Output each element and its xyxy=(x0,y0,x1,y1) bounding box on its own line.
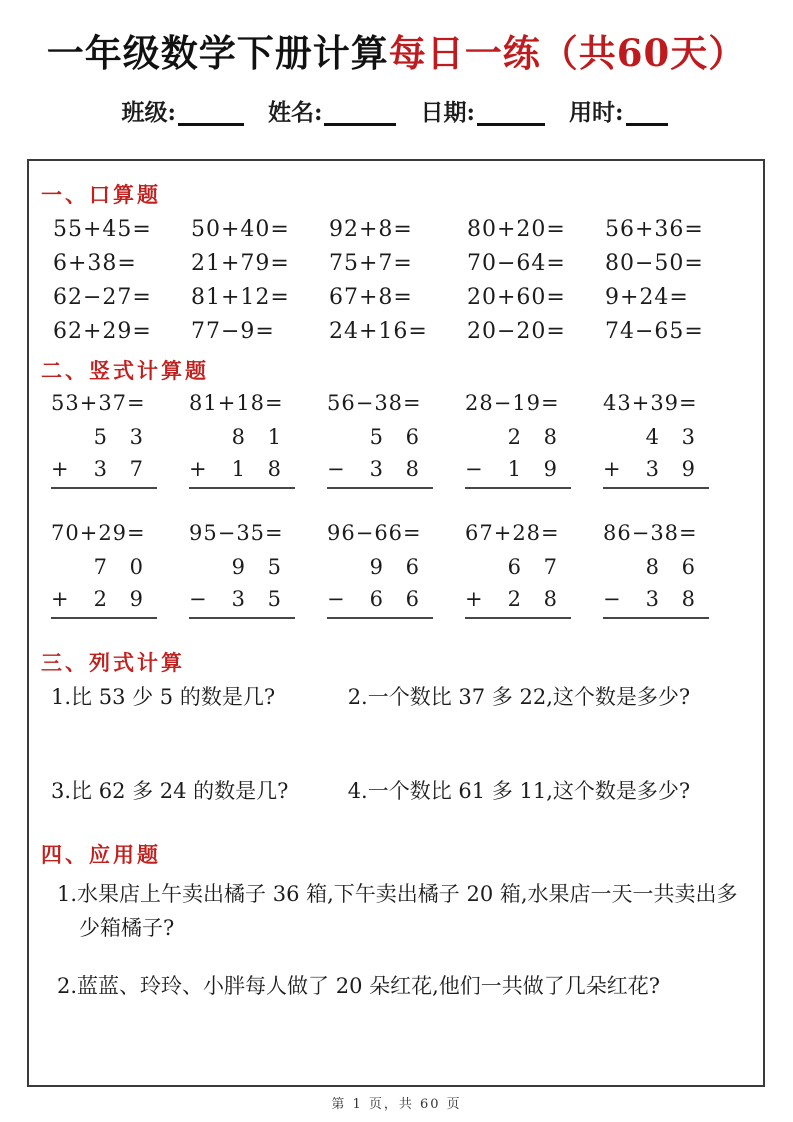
vertical-stack xyxy=(327,551,433,619)
field-name-blank xyxy=(324,100,396,126)
header-fields xyxy=(0,94,793,127)
vertical-equation: 28−19= xyxy=(465,391,560,415)
field-name-label: 姓名: xyxy=(267,99,323,126)
vertical-bottom-operand: 1 8 xyxy=(231,457,281,481)
word-problems-section-heading: 四、应用题 xyxy=(41,842,161,867)
vertical-equation: 43+39= xyxy=(603,391,698,415)
oral-problem: 62−27= xyxy=(53,285,152,310)
oral-problem: 74−65= xyxy=(605,319,704,344)
vertical-top-operand: 4 3 xyxy=(645,425,695,449)
vertical-top-operand: 5 6 xyxy=(369,425,419,449)
vertical-answer-line xyxy=(327,617,433,619)
vertical-stack xyxy=(603,551,709,619)
oral-problem: 21+79= xyxy=(191,251,290,276)
expression-problems-grid xyxy=(51,681,741,807)
vertical-stack xyxy=(465,551,571,619)
vertical-bottom-operand: 3 5 xyxy=(231,587,281,611)
vertical-operator: − xyxy=(603,587,621,611)
vertical-problem-block xyxy=(603,517,709,619)
expression-problem: 1.比 53 少 5 的数是几? xyxy=(51,685,276,709)
vertical-equation: 70+29= xyxy=(51,521,146,545)
vertical-problem-block xyxy=(465,517,571,619)
field-date xyxy=(421,99,550,126)
vertical-stack xyxy=(51,551,157,619)
vertical-bottom-row xyxy=(465,453,571,485)
vertical-top-operand: 8 1 xyxy=(231,425,281,449)
vertical-bottom-operand: 3 8 xyxy=(369,457,419,481)
vertical-equation: 86−38= xyxy=(603,521,698,545)
oral-problem: 92+8= xyxy=(329,217,413,242)
vertical-bottom-row xyxy=(327,583,433,615)
vertical-top-operand: 7 0 xyxy=(93,555,143,579)
vertical-bottom-row xyxy=(327,453,433,485)
vertical-problems-row xyxy=(51,387,741,489)
vertical-stack xyxy=(465,421,571,489)
vertical-top-operand: 9 5 xyxy=(231,555,281,579)
vertical-bottom-operand: 2 9 xyxy=(93,587,143,611)
vertical-stack xyxy=(327,421,433,489)
vertical-section-heading: 二、竖式计算题 xyxy=(41,358,209,383)
vertical-stack xyxy=(51,421,157,489)
oral-problem: 70−64= xyxy=(467,251,566,276)
oral-problem: 56+36= xyxy=(605,217,704,242)
vertical-bottom-operand: 2 8 xyxy=(507,587,557,611)
vertical-operator: + xyxy=(603,457,621,481)
vertical-bottom-row xyxy=(603,583,709,615)
vertical-problem-block xyxy=(189,387,295,489)
vertical-operator: − xyxy=(189,587,207,611)
page-footer: 第 1 页，共 60 页 xyxy=(331,1097,462,1112)
vertical-top-operand: 2 8 xyxy=(507,425,557,449)
vertical-stack xyxy=(603,421,709,489)
vertical-top-operand: 5 3 xyxy=(93,425,143,449)
word-problem: 1.水果店上午卖出橘子 36 箱,下午卖出橘子 20 箱,水果店一天一共卖出多少箱橘子? xyxy=(57,882,738,940)
vertical-operator: + xyxy=(189,457,207,481)
oral-problem: 80+20= xyxy=(467,217,566,242)
oral-problem: 24+16= xyxy=(329,319,428,344)
oral-problem: 20+60= xyxy=(467,285,566,310)
oral-problem: 75+7= xyxy=(329,251,413,276)
vertical-top-operand: 8 6 xyxy=(645,555,695,579)
vertical-operator: + xyxy=(51,457,69,481)
vertical-equation: 81+18= xyxy=(189,391,284,415)
oral-problem: 77−9= xyxy=(191,319,275,344)
vertical-bottom-operand: 1 9 xyxy=(507,457,557,481)
vertical-equation: 95−35= xyxy=(189,521,284,545)
vertical-operator: + xyxy=(51,587,69,611)
vertical-answer-line xyxy=(51,487,157,489)
vertical-problems-row xyxy=(51,517,741,619)
oral-problem: 20−20= xyxy=(467,319,566,344)
vertical-problem-block xyxy=(327,517,433,619)
vertical-bottom-row xyxy=(189,583,295,615)
field-time-used xyxy=(569,99,672,126)
vertical-answer-line xyxy=(189,487,295,489)
vertical-equation: 53+37= xyxy=(51,391,146,415)
vertical-problem-block xyxy=(603,387,709,489)
vertical-operator: − xyxy=(327,587,345,611)
vertical-problem-block xyxy=(51,517,157,619)
vertical-operator: − xyxy=(465,457,483,481)
vertical-equation: 56−38= xyxy=(327,391,422,415)
vertical-bottom-row xyxy=(603,453,709,485)
vertical-answer-line xyxy=(51,617,157,619)
vertical-answer-line xyxy=(189,617,295,619)
oral-problem: 80−50= xyxy=(605,251,704,276)
expression-problem: 3.比 62 多 24 的数是几? xyxy=(51,779,289,803)
vertical-problem-block xyxy=(327,387,433,489)
vertical-operator: + xyxy=(465,587,483,611)
vertical-problem-block xyxy=(51,387,157,489)
vertical-answer-line xyxy=(327,487,433,489)
field-time-used-blank xyxy=(626,100,668,126)
vertical-operator: − xyxy=(327,457,345,481)
vertical-bottom-operand: 3 9 xyxy=(645,457,695,481)
vertical-answer-line xyxy=(465,617,571,619)
oral-problem: 81+12= xyxy=(191,285,290,310)
vertical-bottom-operand: 6 6 xyxy=(369,587,419,611)
word-problem: 2.蓝蓝、玲玲、小胖每人做了 20 朵红花,他们一共做了几朵红花? xyxy=(57,974,661,998)
oral-section-heading: 一、口算题 xyxy=(41,182,161,207)
field-date-blank xyxy=(477,100,545,126)
expression-problem: 4.一个数比 61 多 11,这个数是多少? xyxy=(347,779,691,803)
vertical-problem-block xyxy=(465,387,571,489)
vertical-bottom-operand: 3 8 xyxy=(645,587,695,611)
vertical-stack xyxy=(189,421,295,489)
vertical-top-operand: 6 7 xyxy=(507,555,557,579)
worksheet-box xyxy=(27,159,765,1087)
field-class xyxy=(121,99,248,126)
field-class-label: 班级: xyxy=(121,99,176,126)
vertical-answer-line xyxy=(603,617,709,619)
field-name xyxy=(268,99,401,126)
vertical-bottom-row xyxy=(51,453,157,485)
field-time-used-label: 用时: xyxy=(569,99,624,126)
word-problems-list xyxy=(51,877,741,1003)
field-date-label: 日期: xyxy=(420,99,475,126)
oral-problem: 6+38= xyxy=(53,251,137,276)
oral-problem: 67+8= xyxy=(329,285,413,310)
vertical-equation: 96−66= xyxy=(327,521,422,545)
oral-problem: 50+40= xyxy=(191,217,290,242)
field-class-blank xyxy=(178,100,244,126)
vertical-top-operand: 9 6 xyxy=(369,555,419,579)
oral-problem: 55+45= xyxy=(53,217,152,242)
vertical-problem-block xyxy=(189,517,295,619)
vertical-bottom-row xyxy=(51,583,157,615)
page-title xyxy=(0,0,793,78)
oral-problem: 9+24= xyxy=(605,285,689,310)
expression-problem: 2.一个数比 37 多 22,这个数是多少? xyxy=(347,685,691,709)
vertical-bottom-row xyxy=(189,453,295,485)
vertical-answer-line xyxy=(603,487,709,489)
vertical-bottom-row xyxy=(465,583,571,615)
title-red-part: 每日一练（共60天） xyxy=(388,31,747,75)
vertical-equation: 67+28= xyxy=(465,521,560,545)
vertical-bottom-operand: 3 7 xyxy=(93,457,143,481)
expressions-section-heading: 三、列式计算 xyxy=(41,650,185,675)
oral-problems-grid xyxy=(51,213,741,349)
title-black-part: 一年级数学下册计算 xyxy=(46,31,389,75)
vertical-answer-line xyxy=(465,487,571,489)
oral-problem: 62+29= xyxy=(53,319,152,344)
vertical-stack xyxy=(189,551,295,619)
